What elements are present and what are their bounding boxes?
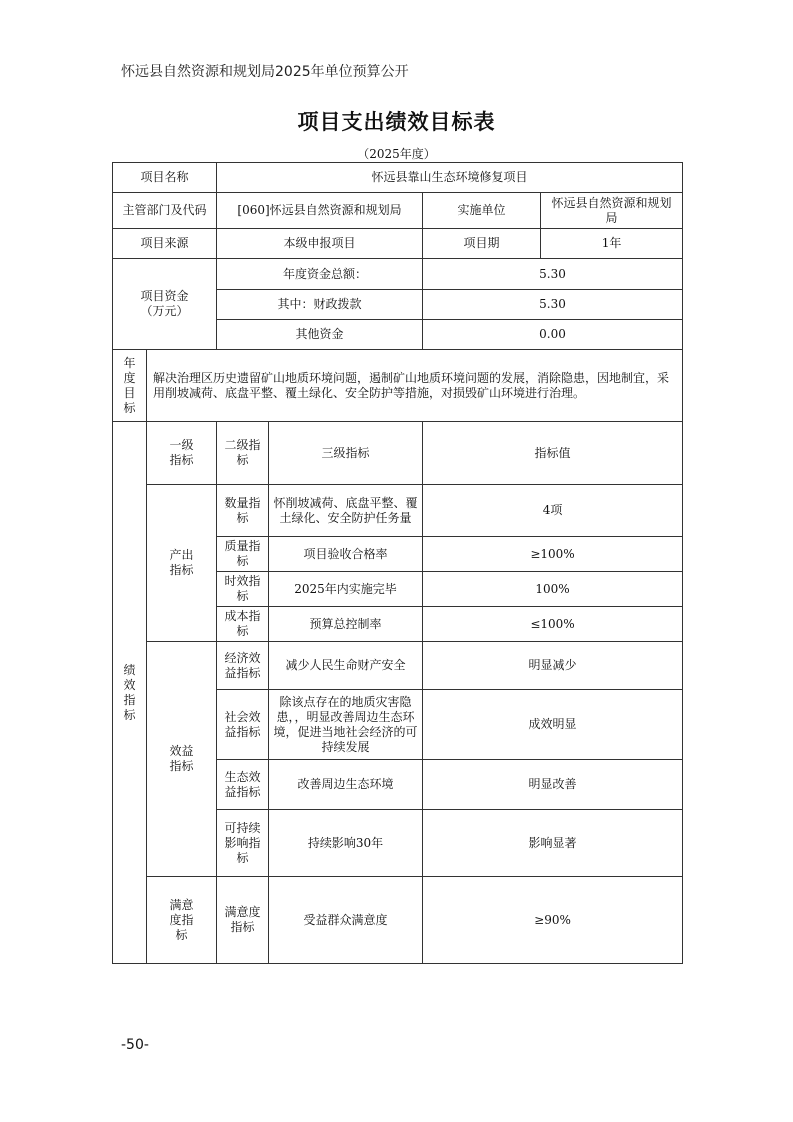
l3-cell: 项目验收合格率 — [269, 537, 423, 572]
annual-goal-label-text: 年 度 目 标 — [123, 355, 136, 415]
l2-text: 可持续 影响指 标 — [224, 820, 261, 865]
l2-text: 满意度 指标 — [224, 905, 261, 934]
implementer-label: 实施单位 — [423, 193, 541, 229]
funds-label-text: 项目资金 （万元） — [140, 289, 189, 318]
row-department — [113, 193, 683, 229]
value-cell: 明显减少 — [423, 642, 683, 690]
satisfaction-label-text: 满意 度指 标 — [169, 897, 194, 942]
l2-cell — [217, 810, 269, 877]
l2-cell — [217, 690, 269, 760]
funds-label — [113, 259, 217, 350]
level1-header — [147, 422, 217, 485]
output-label-text: 产出 指标 — [169, 548, 194, 577]
satisfaction-indicator-label — [147, 877, 217, 964]
annual-total-value: 5.30 — [423, 259, 683, 290]
value-cell: 100% — [423, 572, 683, 607]
l2-text: 时效指 标 — [224, 574, 261, 603]
benefit-indicator-label — [147, 642, 217, 877]
l3-cell: 除该点存在的地质灾害隐患，，明显改善周边生态环境，促进当地社会经济的可持续发展 — [269, 690, 423, 760]
l3-cell: 预算总控制率 — [269, 607, 423, 642]
period-value: 1年 — [541, 229, 683, 259]
l2-text: 成本指 标 — [224, 609, 261, 638]
implementer-value — [541, 193, 683, 229]
l3-cell: 减少人民生命财产安全 — [269, 642, 423, 690]
page-title: 项目支出绩效目标表 — [297, 110, 496, 134]
l2-cell — [217, 642, 269, 690]
value-cell: ≥90% — [423, 877, 683, 964]
indicator-row — [113, 642, 683, 690]
performance-table — [112, 162, 683, 964]
value-cell: 影响显著 — [423, 810, 683, 877]
l3-cell: 怀削坡减荷、底盘平整、覆土绿化、安全防护任务量 — [269, 485, 423, 537]
project-name-label: 项目名称 — [113, 163, 217, 193]
l2-cell — [217, 877, 269, 964]
l2-text: 生态效 益指标 — [224, 769, 261, 799]
value-cell: ≥100% — [423, 537, 683, 572]
indicator-row — [113, 877, 683, 964]
benefit-label-text: 效益 指标 — [169, 744, 194, 773]
level2-header-text: 二级指 标 — [224, 438, 261, 467]
department-label: 主管部门及代码 — [113, 193, 217, 229]
annual-goal-value: 解决治理区历史遗留矿山地质环境问题，遏制矿山地质环境问题的发展，消除隐患，因地制宜，采用削坡减荷、底盘平整、覆土绿化、安全防护等措施，对损毁矿山环境进行治理。 — [147, 350, 683, 422]
annual-total-label: 年度资金总额： — [217, 259, 423, 290]
row-source — [113, 229, 683, 259]
level2-header — [217, 422, 269, 485]
l3-cell: 改善周边生态环境 — [269, 760, 423, 810]
other-funds-label: 其他资金 — [217, 320, 423, 350]
source-label: 项目来源 — [113, 229, 217, 259]
fiscal-label: 其中：财政拨款 — [217, 290, 423, 320]
page-number: -50- — [121, 1037, 149, 1053]
department-value: [060]怀远县自然资源和规划局 — [217, 193, 423, 229]
perf-indicator-label-text: 绩 效 指 标 — [123, 662, 136, 722]
perf-indicator-label — [113, 422, 147, 964]
level1-header-text: 一级 指标 — [169, 438, 194, 467]
l2-text: 社会效 益指标 — [224, 709, 261, 739]
value-cell: 明显改善 — [423, 760, 683, 810]
l2-cell — [217, 537, 269, 572]
l3-cell: 2025年内实施完毕 — [269, 572, 423, 607]
page-header: 怀远县自然资源和规划局2025年单位预算公开 — [121, 64, 409, 80]
value-cell: 成效明显 — [423, 690, 683, 760]
row-project-name — [113, 163, 683, 193]
annual-goal-label — [113, 350, 147, 422]
source-value: 本级申报项目 — [217, 229, 423, 259]
value-cell: 4项 — [423, 485, 683, 537]
l3-cell: 受益群众满意度 — [269, 877, 423, 964]
year-label: （2025年度） — [357, 147, 436, 161]
row-annual-total — [113, 259, 683, 290]
other-funds-value: 0.00 — [423, 320, 683, 350]
fiscal-value: 5.30 — [423, 290, 683, 320]
l2-text: 质量指 标 — [224, 539, 261, 568]
period-label: 项目期 — [423, 229, 541, 259]
level3-header: 三级指标 — [269, 422, 423, 485]
implementer-text: 怀远县自然资源和规划 局 — [551, 195, 672, 225]
l2-text: 数量指 标 — [224, 495, 261, 525]
row-indicator-header — [113, 422, 683, 485]
project-name-value: 怀远县靠山生态环境修复项目 — [217, 163, 683, 193]
indicator-row — [113, 485, 683, 537]
l2-cell — [217, 485, 269, 537]
l3-cell: 持续影响30年 — [269, 810, 423, 877]
output-indicator-label — [147, 485, 217, 642]
l2-cell — [217, 572, 269, 607]
l2-cell — [217, 760, 269, 810]
value-header: 指标值 — [423, 422, 683, 485]
l2-text: 经济效 益指标 — [224, 650, 261, 680]
value-cell: ≤100% — [423, 607, 683, 642]
l2-cell — [217, 607, 269, 642]
row-annual-goal — [113, 350, 683, 422]
